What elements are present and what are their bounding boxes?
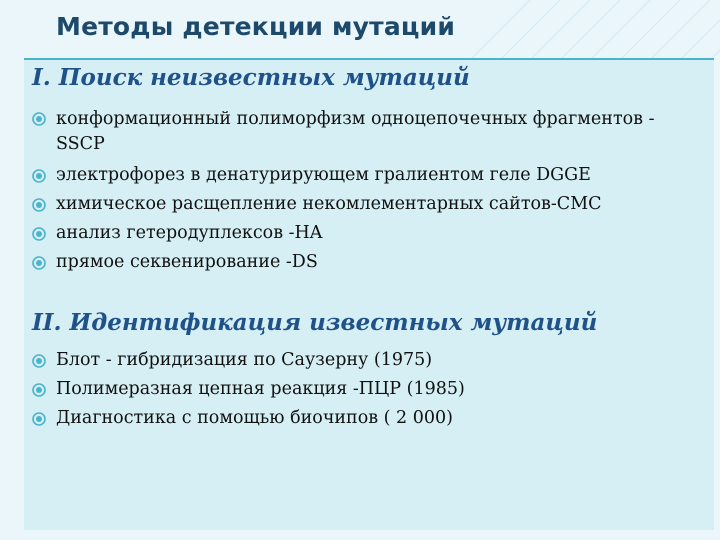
bullet-icon xyxy=(32,227,46,241)
list-item-text: Блот - гибридизация по Саузерну (1975) xyxy=(56,350,433,370)
bullet-icon xyxy=(32,412,46,426)
list-item xyxy=(32,161,676,190)
bullet-icon xyxy=(32,198,46,212)
list-item xyxy=(32,219,676,248)
list-item-text: Диагностика с помощью биочипов ( 2 000) xyxy=(56,408,453,428)
list-item xyxy=(32,248,676,277)
bullet-icon xyxy=(32,112,46,126)
list-item-text: прямое секвенирование -DS xyxy=(56,252,318,272)
unknown-mutations-list xyxy=(32,107,676,277)
list-item-text: электрофорез в денатурирующем гралиентом геле DGGE xyxy=(56,165,591,185)
bullet-icon xyxy=(32,383,46,397)
list-item-text: конформационный полиморфизм одноцепочечных фрагментов -SSCP xyxy=(56,109,655,154)
list-item xyxy=(32,346,465,375)
bullet-icon xyxy=(32,169,46,183)
list-item xyxy=(32,404,465,433)
bullet-icon xyxy=(32,354,46,368)
list-item-text: анализ гетеродуплексов -HA xyxy=(56,223,323,243)
list-item xyxy=(32,107,676,157)
list-item xyxy=(32,190,676,219)
list-item xyxy=(32,375,465,404)
known-mutations-list xyxy=(32,346,465,433)
slide-title: Методы детекции мутаций xyxy=(56,12,456,41)
section-heading-known-mutations: II. Идентификация известных мутаций xyxy=(32,309,598,336)
list-item-text: химическое расщепление некомлементарных сайтов-CMC xyxy=(56,194,602,214)
list-item-text: Полимеразная цепная реакция -ПЦР (1985) xyxy=(56,379,465,399)
section-heading-unknown-mutations: I. Поиск неизвестных мутаций xyxy=(32,64,470,91)
bullet-icon xyxy=(32,256,46,270)
